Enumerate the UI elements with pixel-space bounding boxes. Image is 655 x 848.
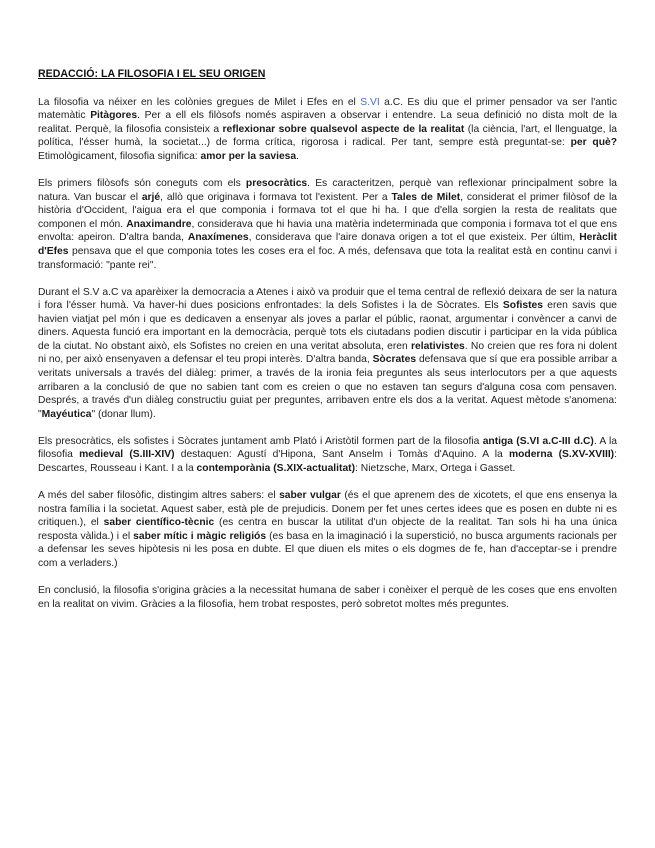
text-run: Etimològicament, filosofia significa: [38, 150, 201, 162]
paragraph-sophists-socrates [38, 286, 617, 422]
bold-term: contemporània (S.XIX-actualitat) [196, 463, 356, 475]
text-run: eren savis que havien viatjat pel món i que es dedicaven a ensenyar als joves a parlar el públic, raonat, argumentar i convèncer a canvi de diners. Aquesta funció era important en la democràcia, perquè tots els ciutadans podien discutir i participar en la vida pública de la ciutat. No obstant això, els Sofistes no creien en una veritat absoluta, eren [38, 300, 617, 352]
text-run: (es basa en la imaginació i la superstició, no busca arguments racionals per a defensar les seves hipòtesis ni les posa en dubte. El que diuen els mites o els dogmes de fe, han d'acceptar-se i prendre com a verladers.) [38, 530, 617, 569]
bold-term: saber vulgar [279, 490, 341, 501]
bold-term: Anaximandre [126, 218, 192, 230]
bold-term: per què? [570, 137, 617, 149]
text-run: . [296, 150, 300, 162]
text-run: : Nietzsche, Marx, Ortega i Gasset. [355, 463, 516, 475]
text-run: (es centra en buscar la utilitat d'un objecte de la realitat. Tan sols hi ha una única resposta vàlida.) i el [38, 517, 618, 542]
text-run: (és el que aprenem des de xicotets, el que ens ensenya la nostra família i la societat. Aquest saber, està ple de prejudicis. Donem per fet unes certes idees que es posen en dubte ni es critiquen.), el [38, 490, 617, 529]
text-run: (la ciència, l'art, el llenguatge, la política, l'ésser humà, la societat...) de forma crítica, rigorosa i radical. Per tant, sempre està preguntat-se: [38, 123, 618, 149]
bold-term: Sòcrates [372, 354, 417, 366]
text-run: . No creien que res fora ni dolent ni no, per això ensenyaven a defensar el teu propi interès. D'altra banda, [38, 340, 618, 366]
bold-term: Pitàgores [90, 110, 138, 122]
century-link[interactable]: S.VI [360, 96, 380, 108]
text-run: : Descartes, Rousseau i Kant. I a la [38, 449, 617, 475]
bold-term: Sofistes [502, 300, 543, 312]
text-run: Durant el S.V a.C va aparèixer la democracia a Atenes i això va produir que el tema central de reflexió deixara de ser la natura i fora l'ésser humà. Va haver-hi dues posicions enfrontades: la dels Sofistes i la de Sòcrates. Els [38, 286, 617, 312]
bold-term: moderna (S.XV-XVIII) [508, 449, 615, 461]
bold-term: antiga (S.VI a.C-III d.C) [482, 435, 594, 447]
bold-term: arjé [141, 191, 161, 203]
text-run: , considerava que l'aire donava origen a tot el que existeix. Per últim, [248, 232, 580, 244]
bold-term: saber científico-tècnic [103, 517, 215, 529]
bold-term: presocràtics [245, 177, 308, 189]
bold-term: amor per la saviesa [200, 150, 297, 162]
text-run: pensava que el que componia totes les coses era el foc. A més, defensava que tota la realitat està en continu canvi i transformació: "pante rei". [38, 245, 617, 271]
text-run: a.C. Es diu que el primer pensador va ser l'antic matemàtic [38, 96, 617, 122]
text-run: . A la filosofia [38, 435, 618, 461]
text-run: Els primers filòsofs són coneguts com els [38, 177, 246, 189]
bold-term: Tales de Milet [391, 191, 461, 203]
paragraph-types-of-knowledge [38, 489, 617, 571]
text-run: En conclusió, la filosofia s'origina gràcies a la necessitat humana de saber i conèixer el perquè de les coses que ens envolten en la realitat on vivim. Gràcies a la filosofia, hem trobat respostes, però sobretot moltes més preguntes. [38, 584, 617, 610]
paragraph-conclusion [38, 584, 617, 611]
paragraph-introduction [38, 96, 617, 164]
bold-term: saber mític i màgic religiós [133, 530, 267, 542]
text-run: . Per a ell els filòsofs només aspiraven a observar i entendre. La seua definició no dista molt de la realitat. Perquè, la filosofia consisteix a [38, 110, 617, 135]
text-run: , considerat el primer filòsof de la història d'Occident, l'aigua era el que componia i formava tot el que hi ha. I que d'ella sorgien la resta de realitats que componen el món. [38, 191, 617, 230]
bold-term: Heràclit d'Efes [38, 232, 617, 257]
bold-term: reflexionar sobre qualsevol aspecte de la realitat [222, 123, 465, 135]
bold-term: medieval (S.III-XIV) [79, 449, 175, 461]
text-run: A més del saber filosòfic, distingim altres sabers: el [38, 490, 280, 501]
bold-term: Mayéutica [41, 408, 92, 420]
paragraph-presocratics [38, 177, 617, 272]
document-title: REDACCIÓ: LA FILOSOFIA I EL SEU ORIGEN [38, 68, 266, 80]
text-run: " (donar llum). [91, 408, 156, 420]
text-run: . Es caracteritzen, perquè van reflexionar principalment sobre la natura. Van buscar el [38, 177, 617, 203]
text-run: Els presocràtics, els sofistes i Sòcrates juntament amb Plató i Aristòtil formen part de la filosofia [38, 435, 483, 447]
text-run: La filosofia va néixer en les colònies gregues de Milet i Efes en el [38, 96, 361, 108]
document-page [38, 68, 617, 625]
paragraph-periods [38, 435, 617, 476]
text-run: defensava que sí que era possible arribar a veritats universals a través del diàleg: primer, a través de la ironia feia preguntes als seus interlocutors per a que aquests arribaren a la conclusió de que no sabien tant com es creien o que no estaven tan segurs d'alguna cosa com pensaven. Després, a través d'un diàleg constructiu guiat per preguntes, arribaven entre els dos a la veritat. Aquest mètode s'anomena: " [38, 354, 617, 420]
text-run: destaquen: Agustí d'Hipona, Sant Anselm i Tomàs d'Aquino. A la [174, 449, 509, 461]
text-run: , allò que originava i formava tot l'existent. Per a [160, 191, 392, 203]
bold-term: relativistes [410, 340, 465, 352]
text-run: , considerava que hi havia una matèria indeterminada que componia i formava tot el que ens envolta: apeiron. D'altra banda, [38, 218, 617, 244]
bold-term: Anaxímenes [187, 232, 249, 244]
